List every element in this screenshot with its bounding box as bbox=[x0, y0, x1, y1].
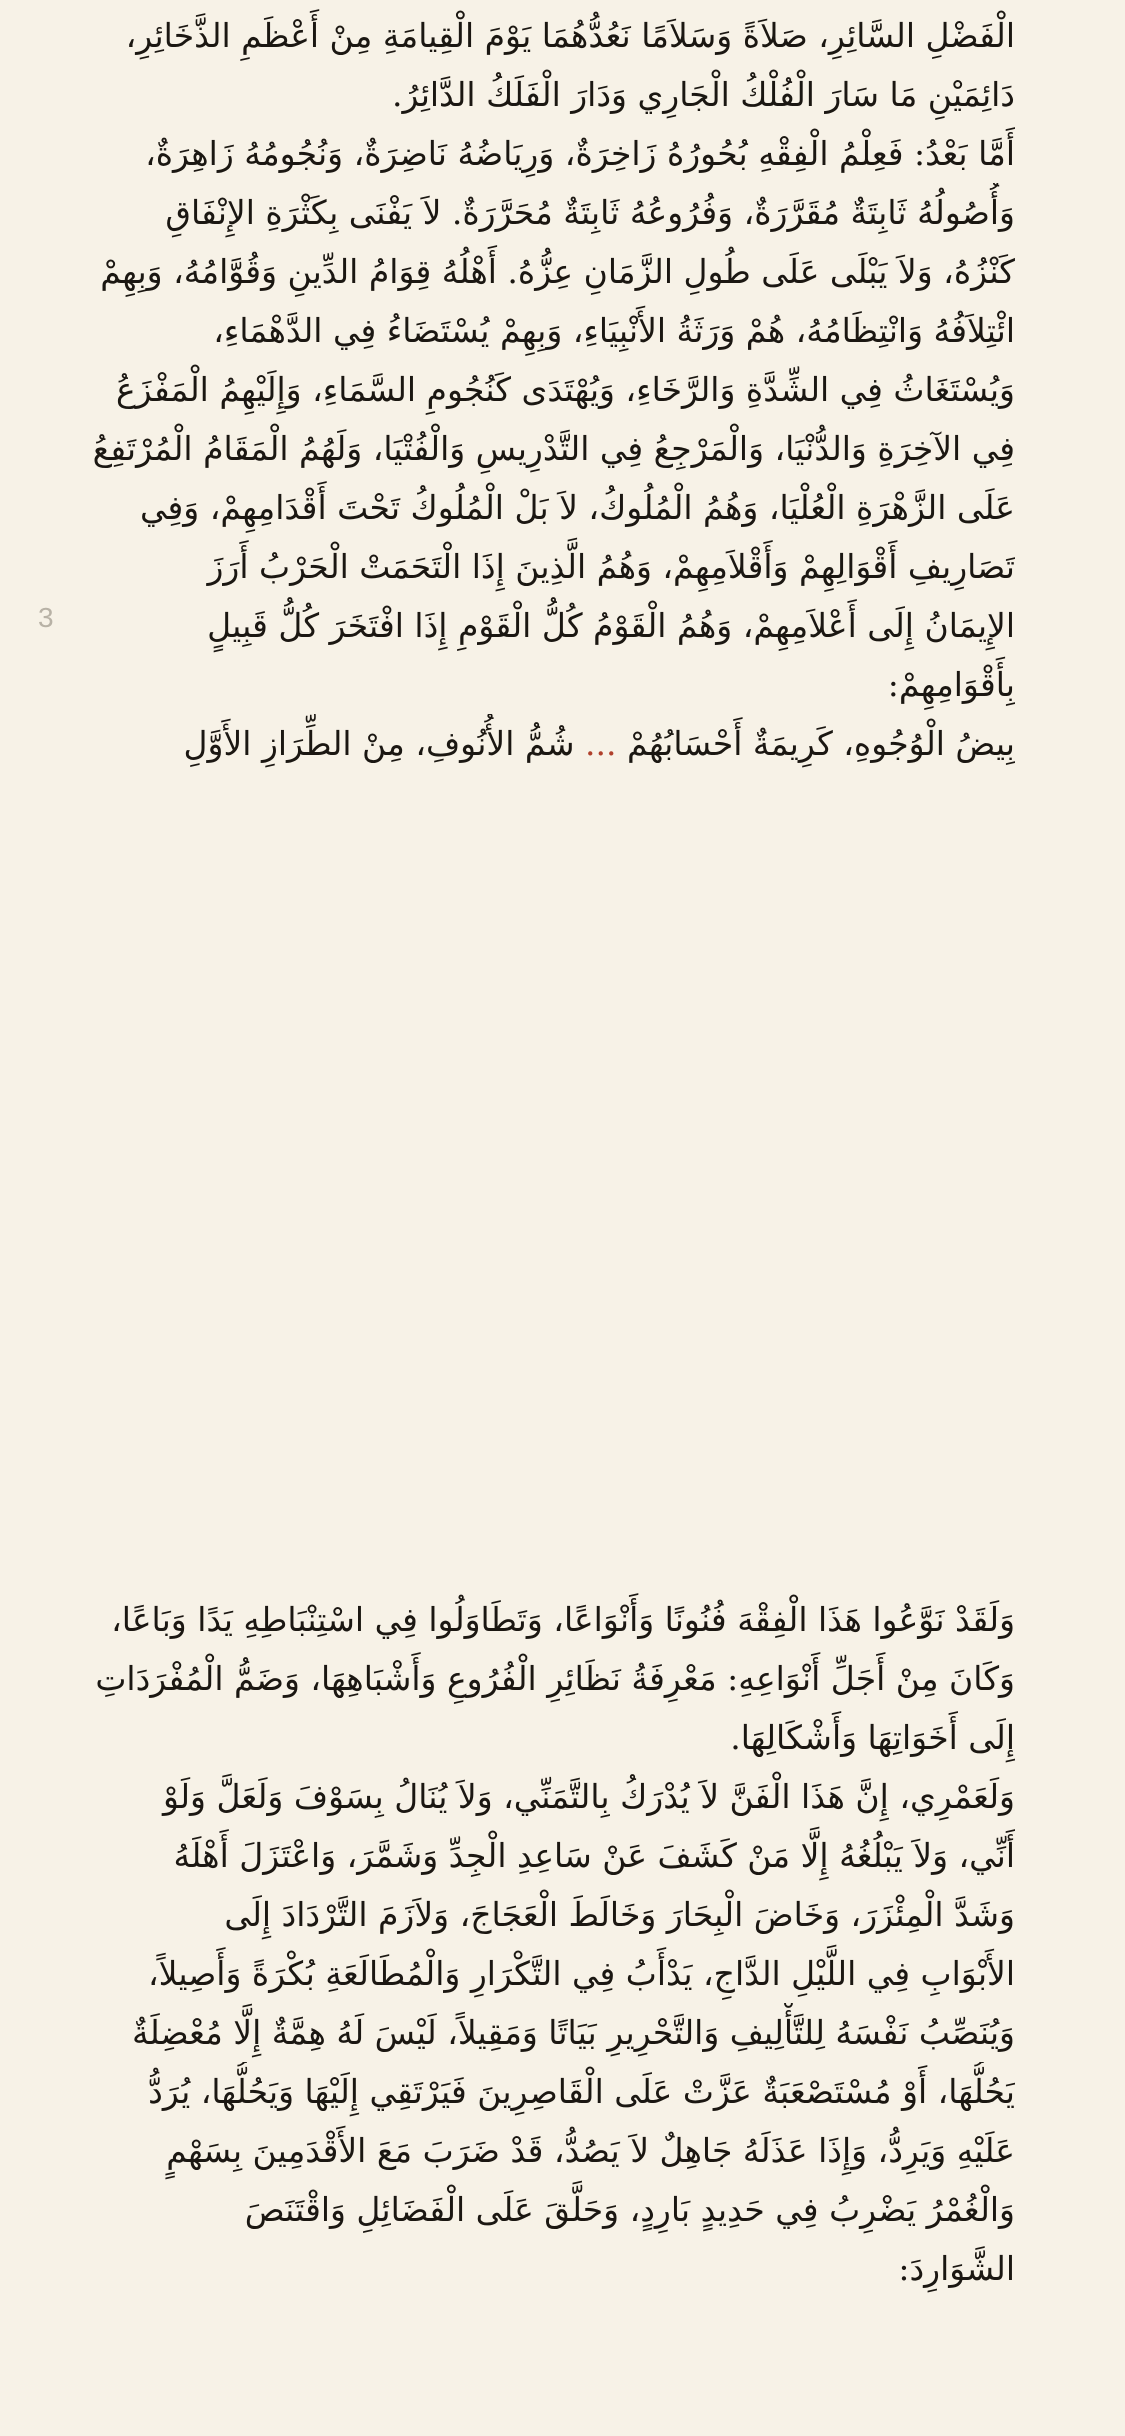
text-line: عَلَى الزَّهْرَةِ الْعُلْيَا، وَهُمُ الْمُلُوكُ، لاَ بَلْ الْمُلُوكُ تَحْتَ أَقْدَامِهِمْ، وَفِي bbox=[139, 488, 1015, 527]
text-line: وَلَقَدْ نَوَّعُوا هَذَا الْفِقْهَ فُنُونًا وَأَنْوَاعًا، وَتَطَاوَلُوا فِي اسْتِنْبَاطِهِ يَدًا وَبَاعًا، bbox=[111, 1600, 1015, 1639]
text-line: وَيُنَصِّبُ نَفْسَهُ لِلتَّأْلِيفِ وَالتَّحْرِيرِ بَيَاتًا وَمَقِيلاً، لَيْسَ لَهُ هِمَّةٌ إِلَّا مُعْضِلَةٌ bbox=[131, 2013, 1015, 2052]
text-line: يَحُلُّهَا، أَوْ مُسْتَصْعَبَةٌ عَزَّتْ عَلَى الْقَاصِرِينَ فَيَرْتَقِي إِلَيْهَا وَيَحُلُّهَا، يُرَدُّ bbox=[148, 2072, 1015, 2111]
verse-separator: ... bbox=[585, 724, 617, 763]
text-line: كَنْزُهُ، وَلاَ يَبْلَى عَلَى طُولِ الزَّمَانِ عِزُّهُ. أَهْلُهُ قِوَامُ الدِّينِ وَقُوَّامُهُ، وَبِهِمْ bbox=[100, 252, 1015, 291]
text-line: فِي الآخِرَةِ وَالدُّنْيَا، وَالْمَرْجِعُ فِي التَّدْرِيسِ وَالْفُتْيَا، وَلَهُمُ الْمَقَامُ الْمُرْتَفِعُ bbox=[92, 429, 1015, 468]
text-line: وَالْغُمْرُ يَضْرِبُ فِي حَدِيدٍ بَارِدٍ، وَحَلَّقَ عَلَى الْفَضَائِلِ وَاقْتَنَصَ bbox=[244, 2190, 1015, 2229]
verse-first-hemistich: بِيضُ الْوُجُوهِ، كَرِيمَةٌ أَحْسَابُهُمْ bbox=[627, 724, 1015, 763]
text-line: ائْتِلاَفُهُ وَانْتِظَامُهُ، هُمْ وَرَثَةُ الأَنْبِيَاءِ، وَبِهِمْ يُسْتَضَاءُ فِي الدَّهْمَاءِ، bbox=[213, 311, 1015, 350]
text-line: وَأُصُولُهُ ثَابِتَةٌ مُقَرَّرَةٌ، وَفُرُوعُهُ ثَابِتَةٌ مُحَرَّرَةٌ. لاَ يَفْنَى بِكَثْرَةِ الإِنْفَاقِ bbox=[165, 193, 1015, 232]
text-line: دَائِمَيْنِ مَا سَارَ الْفُلْكُ الْجَارِي وَدَارَ الْفَلَكُ الدَّائِرُ. bbox=[392, 75, 1015, 114]
text-line: وَلَعَمْرِي، إِنَّ هَذَا الْفَنَّ لاَ يُدْرَكُ بِالتَّمَنِّي، وَلاَ يُنَالُ بِسَوْفَ وَلَعَلَّ وَلَوْ bbox=[162, 1777, 1015, 1816]
text-line: أَنِّي، وَلاَ يَبْلُغُهُ إِلَّا مَنْ كَشَفَ عَنْ سَاعِدِ الْجِدِّ وَشَمَّرَ، وَاعْتَزَلَ أَهْلَهُ bbox=[173, 1836, 1015, 1875]
text-line: إِلَى أَخَوَاتِهَا وَأَشْكَالِهَا. bbox=[730, 1718, 1015, 1757]
text-line: الأَبْوَابِ فِي اللَّيْلِ الدَّاجِ، يَدْأَبُ فِي التَّكْرَارِ وَالْمُطَالَعَةِ بُكْرَةً وَأَصِيلاً، bbox=[147, 1954, 1015, 1993]
text-line: الْفَضْلِ السَّائِرِ، صَلاَةً وَسَلاَمًا نَعُدُّهُمَا يَوْمَ الْقِيامَةِ مِنْ أَعْظَمِ الذَّخَائِرِ، bbox=[125, 16, 1015, 55]
text-line: وَكَانَ مِنْ أَجَلِّ أَنْوَاعِهِ: مَعْرِفَةُ نَظَائِرِ الْفُرُوعِ وَأَشْبَاهِهَا، وَضَمُّ الْمُفْرَدَاتِ bbox=[95, 1659, 1015, 1698]
top-text-block bbox=[90, 6, 1015, 773]
verse-second-hemistich: شُمُّ الأُنُوفِ، مِنْ الطِّرَازِ الأَوَّلِ bbox=[183, 724, 575, 763]
bottom-text-block bbox=[90, 1590, 1015, 2298]
text-line: بِأَقْوَامِهِمْ: bbox=[887, 665, 1015, 704]
text-line: أَمَّا بَعْدُ: فَعِلْمُ الْفِقْهِ بُحُورُهُ زَاخِرَةٌ، وَرِيَاضُهُ نَاضِرَةٌ، وَنُجُومُهُ زَاهِرَةٌ، bbox=[145, 134, 1015, 173]
text-line: الإِيمَانُ إِلَى أَعْلاَمِهِمْ، وَهُمُ الْقَوْمُ كُلُّ الْقَوْمِ إِذَا افْتَخَرَ كُلُّ قَبِيلٍ bbox=[207, 606, 1015, 645]
verse-line bbox=[90, 714, 1015, 773]
text-line: وَيُسْتَغَاثُ فِي الشِّدَّةِ وَالرَّخَاءِ، وَيُهْتَدَى كَنُجُومِ السَّمَاءِ، وَإِلَيْهِمُ الْمَفْزَعُ bbox=[115, 370, 1015, 409]
text-line: عَلَيْهِ وَيَرِدُّ، وَإِذَا عَذَلَهُ جَاهِلٌ لاَ يَصُدُّ، قَدْ ضَرَبَ مَعَ الأَقْدَمِينَ بِسَهْمٍ bbox=[166, 2131, 1015, 2170]
text-line: وَشَدَّ الْمِئْزَرَ، وَخَاضَ الْبِحَارَ وَخَالَطَ الْعَجَاجَ، وَلاَزَمَ التَّرْدَادَ إِلَى bbox=[224, 1895, 1015, 1934]
text-line: الشَّوَارِدَ: bbox=[898, 2249, 1015, 2288]
text-line: تَصَارِيفِ أَقْوَالِهِمْ وَأَقْلاَمِهِمْ، وَهُمُ الَّذِينَ إِذَا الْتَحَمَتْ الْحَرْبُ أَرَزَ bbox=[207, 547, 1015, 586]
page-number: 3 bbox=[38, 602, 54, 633]
